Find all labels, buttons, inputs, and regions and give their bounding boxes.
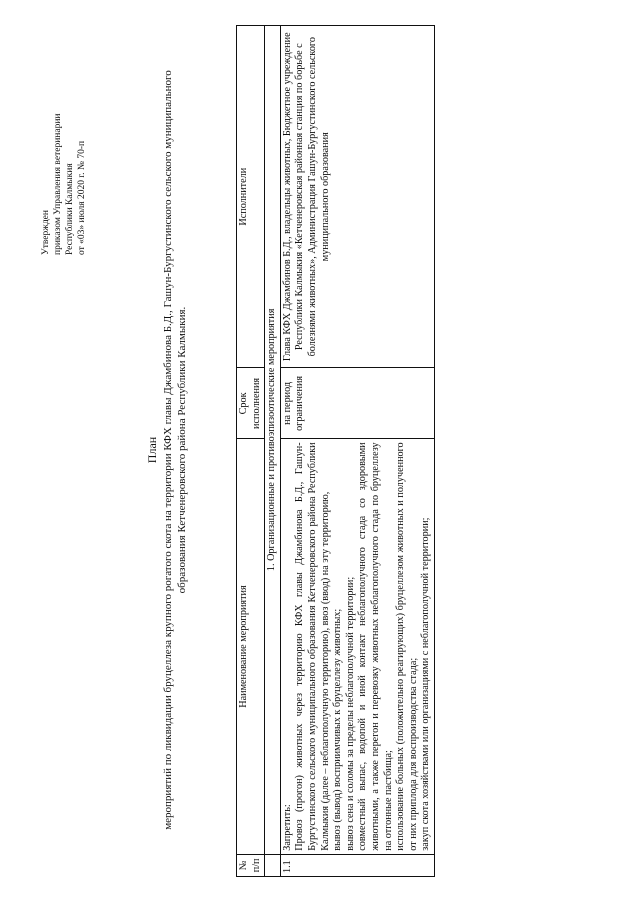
period-cell: на период ограничения [280, 368, 434, 439]
table-header-row [237, 26, 265, 877]
column-header-number: № п/п [237, 854, 265, 876]
measure-line: вывоз (вывод) восприимчивых к бруцеллезу животных; [332, 608, 344, 851]
column-header-measure: Наименование мероприятия [237, 439, 265, 854]
approval-line: Республики Калмыкия [65, 163, 75, 255]
title-block [145, 35, 189, 865]
section-row [265, 26, 281, 877]
measure-line: совместный выпас, водопой и иной контакт неблагополучного стада со здоровыми животными, а также перегон и перевозку животных неблагополучного стада по бруцеллезу на отгонные пастбища; [357, 442, 394, 851]
page-subtitle: мероприятий по ликвидации бруцеллеза крупного рогатого скота на территории КФХ главы Джамбинова Б.Д., Гашун-Бургустинского сельского муниципального образования Кетченеровского района Республики Калмыкия. [162, 70, 188, 830]
measure-line: вывоз сена и соломы за пределы неблагополучной территории; [344, 576, 356, 851]
measure-line: Провоз (прогон) животных через территорию КФХ главы Джамбинова Б.Д., Гашун-Бургустинского сельского муниципального образования Кетченеровского района Республики Калмыкия (далее – неблагополучную территорию), ввоз (ввод) на эту территорию, [294, 442, 331, 851]
column-header-period: Срок исполнения [237, 368, 265, 439]
table-row [280, 26, 434, 877]
measure-line: Запретить: [281, 804, 293, 851]
approval-line: Утвержден [41, 210, 51, 255]
section-title: 1. Организационные и противоэпизоотические мероприятия [265, 26, 281, 855]
measure-line: использование больных (положительно реагирующих) бруцеллезом животных и полученного от них приплода для воспроизводства стада; [395, 442, 419, 851]
approval-line: приказом Управления ветеринарии [53, 113, 63, 255]
approval-stamp [40, 25, 88, 255]
measure-text [280, 439, 434, 854]
column-header-executors: Исполнители [237, 26, 265, 368]
plan-table [236, 25, 435, 877]
approval-line: от «03» июля 2020 г. № 70-п [77, 140, 87, 255]
page-title: План [145, 436, 159, 464]
measure-line: закуп скота хозяйствами или организациями с неблагополучной территории; [420, 517, 432, 851]
executors-cell: Глава КФХ Джамбинов Б.Д., владельцы животных, Бюджетное учреждение Республики Калмыкия «Кетченеровская районная станция по борьбе с болезнями животных», Администрация Гашун-Бургустинского сельского муниципального образования [280, 26, 434, 368]
row-number: 1.1 [280, 854, 434, 876]
